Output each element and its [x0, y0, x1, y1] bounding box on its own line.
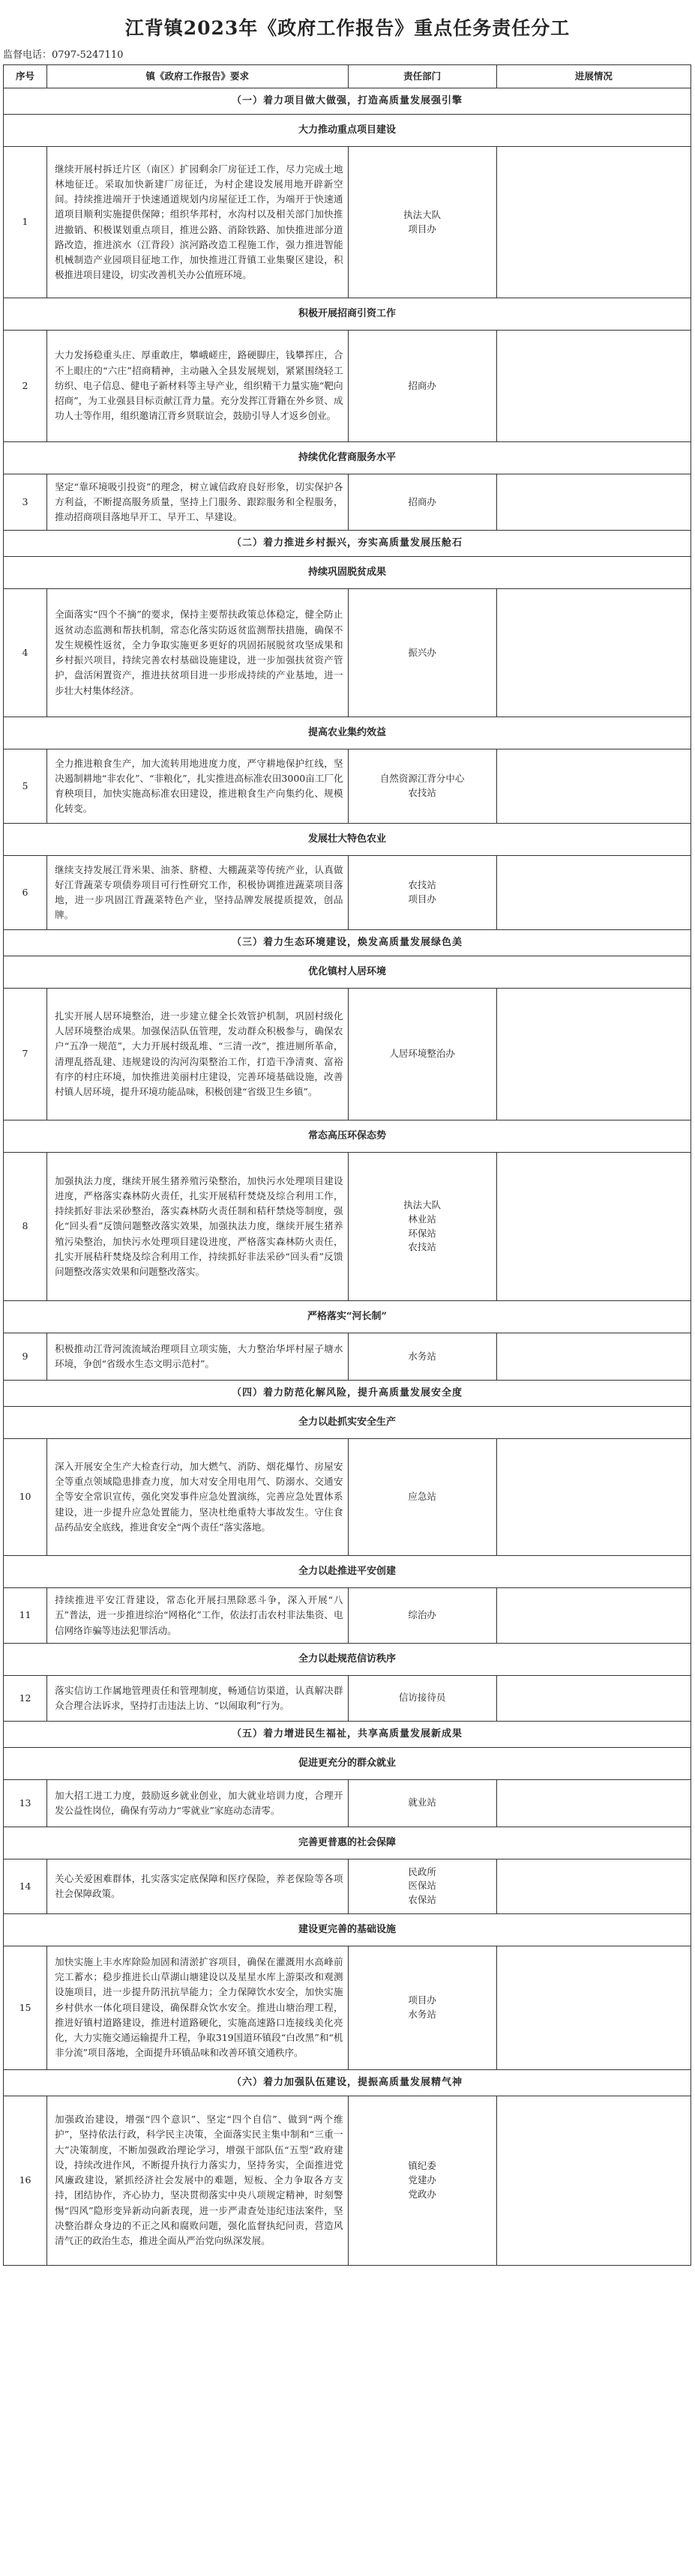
- task-number: 11: [4, 1588, 47, 1644]
- task-requirement: 积极推动江背河流流域治理项目立项实施，大力整治华坪村屋子塘水环境，争创“省级水生态文明示范村”。: [47, 1333, 348, 1381]
- responsible-department: [348, 589, 496, 717]
- task-requirement: 全力推进粮食生产，加大流转用地进度力度，严守耕地保护红线，坚决遏制耕地“非农化”、“非粮化”，扎实推进高标准农田3000亩工厂化育秧项目，加快实施高标准农田建设，推进粮食生产向集约化、规模化转变。: [47, 749, 348, 824]
- task-row: [4, 474, 691, 531]
- subsection-heading: 完善更普惠的社会保障: [4, 1827, 691, 1859]
- task-row: [4, 1859, 691, 1913]
- progress-cell: [496, 1439, 691, 1556]
- department-name: 农技站: [408, 1241, 436, 1253]
- header-no: 序号: [4, 65, 47, 88]
- header-progress: 进展情况: [496, 65, 691, 88]
- task-row: [4, 1588, 691, 1644]
- document-title: 江背镇2023年《政府工作报告》重点任务责任分工: [124, 17, 571, 39]
- responsible-department: [348, 1153, 496, 1301]
- department-name: 医保站: [408, 1880, 436, 1892]
- task-row: [4, 1153, 691, 1301]
- task-requirement: 持续推进平安江背建设，常态化开展扫黑除恶斗争，深入开展“八五”普法，进一步推进综治“网格化”工作，依法打击农村非法集资、电信网络诈骗等违法犯罪活动。: [47, 1588, 348, 1644]
- subsection-heading: 促进更充分的群众就业: [4, 1747, 691, 1779]
- task-row: [4, 589, 691, 717]
- task-requirement: 全面落实“四个不摘”的要求，保持主要帮扶政策总体稳定，健全防止返贫动态监测和帮扶机制，常态化落实防返贫监测帮扶措施，确保不发生规模性返贫，全力争取实施更多更好的巩固拓展脱贫攻坚成果和乡村振兴项目，持续完善农村基础设施建设，进一步加强扶贫资产管护，盘活闲置资产，推进扶贫项目进一步形成持续的产业基地，进一步壮大村集体经济。: [47, 589, 348, 717]
- task-number: 12: [4, 1675, 47, 1721]
- task-number: 1: [4, 147, 47, 298]
- section-row: [4, 88, 691, 115]
- section-heading: （四）着力防范化解风险，提升高质量发展安全度: [4, 1381, 691, 1407]
- subsection-row: [4, 717, 691, 749]
- responsible-department: [348, 1439, 496, 1556]
- subsection-heading: 常态高压环保态势: [4, 1120, 691, 1153]
- subsection-row: [4, 1827, 691, 1859]
- department-name: 农技站: [408, 879, 436, 891]
- subsection-row: [4, 1747, 691, 1779]
- responsible-department: [348, 474, 496, 531]
- responsible-department: [348, 2096, 496, 2265]
- subsection-heading: 全力以赴规范信访秩序: [4, 1643, 691, 1675]
- task-requirement: 大力发扬稳重头庄、厚重敢庄，攀峨嵯庄，路硬脚庄，钱攀挥庄，合不上眼庄的“六庄”招商精神，主动融入全县发展规划，紧紧围绕轻工纺织、电子信息、健电子新材料等主导产业，组织精干力量实施“靶向招商”，为工业强县目标贡献江背力量。充分发挥江背籍在外乡贤、成功人士等作用，组织邀请江背乡贤联谊会，鼓励引导人才返乡创业。: [47, 331, 348, 442]
- task-requirement: 加强执法力度，继续开展生猪养殖污染整治，加快污水处理项目建设进度，严格落实森林防火责任，扎实开展秸秆焚烧及综合利用工作，持续抓好非法采砂整治，落实森林防火责任制和秸秆禁烧等制度，强化“回头看”反馈问题整改落实效果，加强执法力度，继续开展生猪养殖污染整治，加快污水处理项目建设进度，严格落实森林防火责任，扎实开展秸秆焚烧及综合利用工作，持续抓好非法采砂“回头看”反馈问题整改落实效果和问题整改落实。: [47, 1153, 348, 1301]
- task-row: [4, 147, 691, 298]
- progress-cell: [496, 2096, 691, 2265]
- task-requirement: 加强政治建设，增强“四个意识”、坚定“四个自信”、做到“两个维护”，坚持依法行政，科学民主决策，全面落实民主集中制和“三重一大”决策制度，不断加强政治理论学习，增强干部队伍“五型”政府建设，持续改进作风，不断提升执行力落实力，坚持务实，全面推进党风廉政建设，紧抓经济社会发展中的难题，短板、全力争取各方支持，团结协作，齐心协力，坚决贯彻落实中央八项规定精神，时刻警惕“四风”隐形变异新动向新表现，进一步严肃查处违纪违法案件，坚决整治群众身边的不正之风和腐败问题，强化监督执纪问责，营造风清气正的政治生态，推进全面从严治党向纵深发展。: [47, 2096, 348, 2265]
- department-name: 执法大队: [403, 208, 442, 220]
- task-number: 6: [4, 856, 47, 930]
- department-name: 林业站: [408, 1213, 436, 1225]
- task-row: [4, 1333, 691, 1381]
- progress-cell: [496, 147, 691, 298]
- department-name: 环保站: [408, 1227, 436, 1239]
- task-requirement: 继续开展村拆迁片区（南区）扩园剩余厂房征迁工作，尽力完成土地林地征迁。采取加快新建厂房征迁，为村企建设发展用地开辟新空间。持续推进端开于快速通道规划内房屋征迁工作，为端开于快速通道项目顺利实施提供保障；组织华邦村，水沟村以及相关部门加快推进撤销、积极谋划重点项目，推进公路、消除铁路、加快推进部分道路改造，推进滨水（江背段）滨河路改造工程施工作，强力推进智能机械制造产业园项目征地工作，加快推进江背镇工业集聚区建设，积极推进项目建设，切实改善机关办公值班环境。: [47, 147, 348, 298]
- task-number: 9: [4, 1333, 47, 1381]
- department-name: 执法大队: [403, 1199, 442, 1210]
- department-name: 招商办: [408, 495, 436, 507]
- responsible-department: [348, 1946, 496, 2069]
- progress-cell: [496, 331, 691, 442]
- task-requirement: 扎实开展人居环境整治，进一步建立健全长效管护机制，巩固村级化人居环境整治成果。加强保洁队伍管理，发动群众积极参与，确保农户“五净一规范”，大力开展村级乱堆、“三清一改”，推进厕所革命，清理乱搭乱建、违规建设的沟河沟渠整治工作，打造干净清爽、富裕有序的村庄环境，加快推进美丽村庄建设，完善环境基础设施，改善村镇人居环境，提升环境功能品味，积极创建“省级卫生乡镇”。: [47, 989, 348, 1120]
- task-row: [4, 2096, 691, 2265]
- task-requirement: 关心关爱困难群体，扎实落实定底保障和医疗保险，养老保险等各项社会保障政策。: [47, 1859, 348, 1913]
- subsection-row: [4, 298, 691, 331]
- progress-cell: [496, 1859, 691, 1913]
- subsection-heading: 严格落实“河长制”: [4, 1301, 691, 1333]
- task-requirement: 落实信访工作属地管理责任和管理制度，畅通信访渠道，认真解决群众合理合法诉求，坚持打击违法上访、“以闹取利”行为。: [47, 1675, 348, 1721]
- subsection-row: [4, 442, 691, 474]
- task-number: 4: [4, 589, 47, 717]
- task-row: [4, 1439, 691, 1556]
- progress-cell: [496, 856, 691, 930]
- department-name: 项目办: [408, 223, 436, 235]
- section-heading: （二）着力推进乡村振兴，夯实高质量发展压舱石: [4, 531, 691, 557]
- header-department: 责任部门: [348, 65, 496, 88]
- task-number: 10: [4, 1439, 47, 1556]
- subsection-row: [4, 1120, 691, 1153]
- subsection-heading: 持续优化营商服务水平: [4, 442, 691, 474]
- task-row: [4, 749, 691, 824]
- responsible-department: [348, 1588, 496, 1644]
- subsection-heading: 优化镇村人居环境: [4, 956, 691, 989]
- task-row: [4, 1779, 691, 1827]
- task-row: [4, 331, 691, 442]
- task-number: 3: [4, 474, 47, 531]
- responsible-department: [348, 749, 496, 824]
- task-requirement: 加大招工进工力度，鼓励返乡就业创业，加大就业培训力度，合理开发公益性岗位，确保有劳动力“零就业”家庭动态清零。: [47, 1779, 348, 1827]
- table-body: [4, 88, 691, 2266]
- task-row: [4, 1946, 691, 2069]
- progress-cell: [496, 1675, 691, 1721]
- task-requirement: 深入开展安全生产大检查行动，加大燃气、消防、烟花爆竹、房屋安全等重点领域隐患排查力度，加大对安全用电用气、防溺水、交通安全等安全常识宣传，强化突发事件应急处置演练，完善应急处置体系建设，进一步提升应急处置能力，坚决杜绝重特大事故发生。守住食品药品安全底线，推进食安全“两个责任”落实落地。: [47, 1439, 348, 1556]
- department-name: 人居环境整治办: [389, 1048, 455, 1060]
- progress-cell: [496, 589, 691, 717]
- subsection-heading: 全力以赴抓实安全生产: [4, 1407, 691, 1439]
- subsection-heading: 持续巩固脱贫成果: [4, 557, 691, 589]
- task-number: 2: [4, 331, 47, 442]
- section-heading: （一）着力项目做大做强，打造高质量发展强引擎: [4, 88, 691, 115]
- task-number: 13: [4, 1779, 47, 1827]
- responsible-department: [348, 1333, 496, 1381]
- task-number: 5: [4, 749, 47, 824]
- responsible-department: [348, 1675, 496, 1721]
- department-name: 农保站: [408, 1894, 436, 1906]
- task-number: 15: [4, 1946, 47, 2069]
- subsection-row: [4, 557, 691, 589]
- subsection-row: [4, 956, 691, 989]
- supervision-hotline: 监督电话：0797-5247110: [3, 49, 124, 61]
- subsection-row: [4, 1913, 691, 1946]
- department-name: 镇纪委: [408, 2160, 436, 2172]
- department-name: 民政所: [408, 1865, 436, 1877]
- progress-cell: [496, 1946, 691, 2069]
- department-name: 水务站: [408, 1350, 436, 1362]
- subsection-heading: 全力以赴推进平安创建: [4, 1556, 691, 1588]
- department-name: 信访接待员: [398, 1692, 446, 1704]
- subsection-heading: 积极开展招商引资工作: [4, 298, 691, 331]
- department-name: 水务站: [408, 2008, 436, 2020]
- responsible-department: [348, 989, 496, 1120]
- progress-cell: [496, 1779, 691, 1827]
- section-row: [4, 930, 691, 956]
- section-row: [4, 531, 691, 557]
- task-table: [3, 64, 691, 2266]
- subsection-heading: 建设更完善的基础设施: [4, 1913, 691, 1946]
- progress-cell: [496, 1153, 691, 1301]
- section-row: [4, 1721, 691, 1747]
- task-number: 14: [4, 1859, 47, 1913]
- section-heading: （三）着力生态环境建设，焕发高质量发展绿色美: [4, 930, 691, 956]
- progress-cell: [496, 989, 691, 1120]
- subsection-heading: 大力推动重点项目建设: [4, 115, 691, 147]
- department-name: 就业站: [408, 1797, 436, 1809]
- section-heading: （五）着力增进民生福祉，共享高质量发展新成果: [4, 1721, 691, 1747]
- responsible-department: [348, 1779, 496, 1827]
- task-requirement: 坚定“靠环境吸引投资”的理念，树立诚信政府良好形象，切实保护各方利益，不断提高服务质量，坚持上门服务、跟踪服务和全程服务，推动招商项目落地早开工、早开工、早建设。: [47, 474, 348, 531]
- header-requirement: 镇《政府工作报告》要求: [47, 65, 348, 88]
- department-name: 振兴办: [408, 646, 436, 658]
- department-name: 应急站: [408, 1491, 436, 1503]
- task-requirement: 加快实施上丰水库除险加固和清淤扩容项目，确保在灌溉用水高峰前完工蓄水；稳步推进长山草湖山塘建设以及星星水库上游渠改和观测设施项目，进一步提升防汛抗旱能力；全力保障饮水安全，加快实施乡村供水一体化项目建设，确保群众饮水安全。推进山塘治理工程，推进好镇村道路建设，推进村道路硬化，实施高速路口连接线美化亮化，大力实施交通运输提升工程，争取319国道环镇段“白改黑”和“机非分流”项目落地，全面提升环镇品味和改善环镇交通秩序。: [47, 1946, 348, 2069]
- responsible-department: [348, 331, 496, 442]
- department-name: 综治办: [408, 1609, 436, 1620]
- responsible-department: [348, 1859, 496, 1913]
- section-heading: （六）着力加强队伍建设，提振高质量发展精气神: [4, 2069, 691, 2096]
- progress-cell: [496, 749, 691, 824]
- subsection-heading: 提高农业集约效益: [4, 717, 691, 749]
- task-requirement: 继续支持发展江背米果、油茶、脐橙、大棚蔬菜等传统产业，认真做好江背蔬菜专项债券项目可行性研究工作，积极协调推进蔬菜项目落地，进一步巩固江背蔬菜特色产业，坚持品牌发展提质提效，创品牌。: [47, 856, 348, 930]
- department-name: 党政办: [408, 2188, 436, 2200]
- progress-cell: [496, 1333, 691, 1381]
- department-name: 党建办: [408, 2174, 436, 2186]
- task-row: [4, 856, 691, 930]
- task-number: 16: [4, 2096, 47, 2265]
- subsection-row: [4, 1407, 691, 1439]
- responsible-department: [348, 856, 496, 930]
- subsection-heading: 发展壮大特色农业: [4, 824, 691, 856]
- task-number: 8: [4, 1153, 47, 1301]
- progress-cell: [496, 1588, 691, 1644]
- subsection-row: [4, 1301, 691, 1333]
- subsection-row: [4, 115, 691, 147]
- department-name: 农技站: [408, 787, 436, 798]
- table-header-row: [4, 65, 691, 88]
- department-name: 项目办: [408, 893, 436, 905]
- task-row: [4, 1675, 691, 1721]
- task-row: [4, 989, 691, 1120]
- task-number: 7: [4, 989, 47, 1120]
- subsection-row: [4, 824, 691, 856]
- subsection-row: [4, 1556, 691, 1588]
- section-row: [4, 2069, 691, 2096]
- responsible-department: [348, 147, 496, 298]
- section-row: [4, 1381, 691, 1407]
- subsection-row: [4, 1643, 691, 1675]
- progress-cell: [496, 474, 691, 531]
- department-name: 自然资源江背分中心: [379, 773, 465, 785]
- department-name: 项目办: [408, 1994, 436, 2006]
- department-name: 招商办: [408, 379, 436, 391]
